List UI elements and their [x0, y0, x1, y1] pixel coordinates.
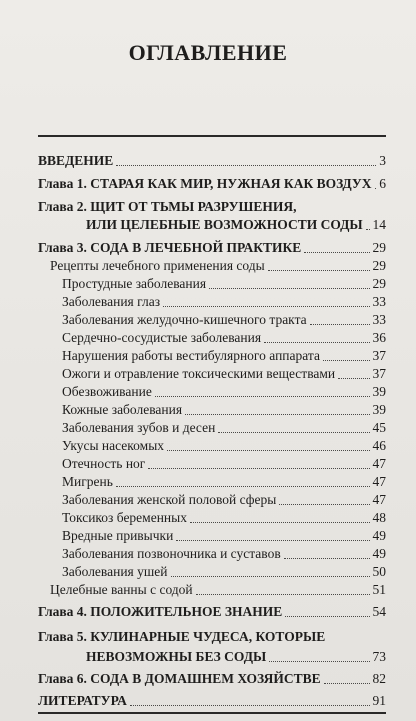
toc-entry-page: 49 — [372, 546, 386, 561]
toc-subentry[interactable] — [62, 347, 386, 365]
toc-entry-page: 46 — [372, 438, 386, 453]
toc-entry-page: 29 — [372, 276, 386, 291]
dot-leader — [366, 229, 370, 230]
toc-entry-page: 82 — [372, 671, 386, 686]
dot-leader — [116, 165, 376, 166]
dot-leader — [310, 324, 370, 325]
toc-entry-page: 37 — [372, 366, 386, 381]
toc-subentry[interactable] — [62, 293, 386, 311]
dot-leader — [264, 342, 369, 343]
toc-entry-label: Заболевания глаз — [62, 294, 161, 309]
dot-leader — [130, 705, 370, 706]
toc-subentry[interactable] — [62, 311, 386, 329]
toc-entry-label: Вредные привычки — [62, 528, 174, 543]
toc-entry-page: 47 — [372, 492, 386, 507]
toc-subentry[interactable] — [62, 545, 386, 563]
toc-entry-label: Глава 6. СОДА В ДОМАШНЕМ ХОЗЯЙСТВЕ — [38, 671, 321, 686]
toc-entry-ch6[interactable] — [38, 670, 386, 688]
toc-entry-page: 48 — [372, 510, 386, 525]
toc-entry-label: ЛИТЕРАТУРА — [38, 693, 127, 708]
toc-entry-label: Ожоги и отравление токсическими веществами — [62, 366, 336, 381]
toc-entry-page: 51 — [372, 582, 386, 597]
toc-entry-page: 14 — [372, 217, 386, 232]
toc-entry-label: Заболевания зубов и десен — [62, 420, 216, 435]
toc-entry-page: 54 — [372, 604, 386, 619]
toc-entry-page: 45 — [372, 420, 386, 435]
toc-subentry[interactable] — [62, 527, 386, 545]
toc-entry-page: 33 — [372, 312, 386, 327]
toc-entry-ch5[interactable] — [86, 648, 386, 666]
toc-entry-ch2[interactable] — [86, 216, 386, 234]
toc-entry-ch2-line1[interactable]: Глава 2. ЩИТ ОТ ТЬМЫ РАЗРУШЕНИЯ, — [38, 199, 297, 214]
toc-entry-label: Простудные заболевания — [62, 276, 207, 291]
toc-entry-page: 3 — [379, 153, 386, 168]
toc-entry-label: Нарушения работы вестибулярного аппарата — [62, 348, 320, 363]
dot-leader — [218, 432, 369, 433]
toc-subentry[interactable] — [62, 419, 386, 437]
dot-leader — [171, 576, 370, 577]
toc-subentry[interactable] — [62, 383, 386, 401]
toc-entry-label: Сердечно-сосудистые заболевания — [62, 330, 262, 345]
toc-subentry[interactable] — [62, 491, 386, 509]
toc-entry-label: Укусы насекомых — [62, 438, 165, 453]
toc-entry-label: Заболевания ушей — [62, 564, 168, 579]
toc-entry-page: 47 — [372, 456, 386, 471]
toc-entry-label: Заболевания позвоночника и суставов — [62, 546, 281, 561]
dot-leader — [323, 360, 370, 361]
toc-entry-label: Кожные заболевания — [62, 402, 183, 417]
toc-entry-label: Глава 3. СОДА В ЛЕЧЕБНОЙ ПРАКТИКЕ — [38, 240, 302, 255]
toc-entry-page: 47 — [372, 474, 386, 489]
toc-entry-label: Отечность ног — [62, 456, 146, 471]
dot-leader — [190, 522, 370, 523]
dot-leader — [167, 450, 369, 451]
toc-entry-recipes[interactable] — [50, 257, 386, 275]
dot-leader — [284, 558, 370, 559]
toc-entry-page: 33 — [372, 294, 386, 309]
toc-entry-label: Заболевания желудочно-кишечного тракта — [62, 312, 307, 327]
toc-entry-label: Заболевания женской половой сферы — [62, 492, 277, 507]
toc-entry-ch3[interactable] — [38, 239, 386, 257]
dot-leader — [148, 468, 369, 469]
toc-subentry[interactable] — [62, 275, 386, 293]
toc-entry-ch5-line1[interactable]: Глава 5. КУЛИНАРНЫЕ ЧУДЕСА, КОТОРЫЕ — [38, 629, 326, 644]
toc-entry-label: Глава 1. СТАРАЯ КАК МИР, НУЖНАЯ КАК ВОЗДУХ — [38, 176, 372, 191]
toc-entry-page: 91 — [372, 693, 386, 708]
toc-entry-label: ИЛИ ЦЕЛЕБНЫЕ ВОЗМОЖНОСТИ СОДЫ — [86, 217, 363, 232]
dot-leader — [338, 378, 369, 379]
toc-entry-label: Обезвоживание — [62, 384, 152, 399]
dot-leader — [269, 661, 369, 662]
toc-entry-page: 6 — [379, 176, 386, 191]
dot-leader — [176, 540, 369, 541]
toc-subentry[interactable] — [62, 473, 386, 491]
toc-subentry[interactable] — [62, 437, 386, 455]
dot-leader — [279, 504, 369, 505]
toc-entry-page: 29 — [372, 258, 386, 273]
toc-subentry[interactable] — [62, 329, 386, 347]
dot-leader — [285, 616, 369, 617]
toc-entry-label: Глава 4. ПОЛОЖИТЕЛЬНОЕ ЗНАНИЕ — [38, 604, 283, 619]
dot-leader — [163, 306, 369, 307]
toc-entry-page: 73 — [372, 649, 386, 664]
dot-leader — [196, 594, 370, 595]
dot-leader — [324, 683, 370, 684]
dot-leader — [185, 414, 369, 415]
dot-leader — [268, 270, 370, 271]
toc-entry-label: Рецепты лечебного применения соды — [50, 258, 265, 273]
dot-leader — [375, 188, 377, 189]
toc-subentry[interactable] — [62, 365, 386, 383]
toc-entry-baths[interactable] — [50, 581, 386, 599]
toc-entry-intro[interactable] — [38, 152, 386, 170]
toc-entry-page: 29 — [372, 240, 386, 255]
toc-entry-page: 49 — [372, 528, 386, 543]
toc-entry-label: ВВЕДЕНИЕ — [38, 153, 114, 168]
toc-subentry[interactable] — [62, 563, 386, 581]
toc-entry-label: Мигрень — [62, 474, 113, 489]
toc-entry-page: 36 — [372, 330, 386, 345]
dot-leader — [155, 396, 370, 397]
toc-subentry[interactable] — [62, 509, 386, 527]
toc-entry-literature[interactable] — [38, 692, 386, 710]
toc-subentry[interactable] — [62, 401, 386, 419]
bottom-rule — [38, 712, 386, 714]
toc-entry-label: Токсикоз беременных — [62, 510, 187, 525]
toc-subentry[interactable] — [62, 455, 386, 473]
dot-leader — [304, 252, 369, 253]
toc-entry-ch4[interactable] — [38, 603, 386, 621]
dot-leader — [116, 486, 370, 487]
toc-entry-label: НЕВОЗМОЖНЫ БЕЗ СОДЫ — [86, 649, 267, 664]
toc-entry-ch1[interactable] — [38, 175, 386, 193]
page-title: ОГЛАВЛЕНИЕ — [128, 40, 288, 65]
dot-leader — [209, 288, 369, 289]
toc-entry-page: 39 — [372, 384, 386, 399]
toc-entry-page: 50 — [372, 564, 386, 579]
toc-entry-label: Целебные ванны с содой — [50, 582, 193, 597]
toc-entry-page: 39 — [372, 402, 386, 417]
toc-entry-page: 37 — [372, 348, 386, 363]
